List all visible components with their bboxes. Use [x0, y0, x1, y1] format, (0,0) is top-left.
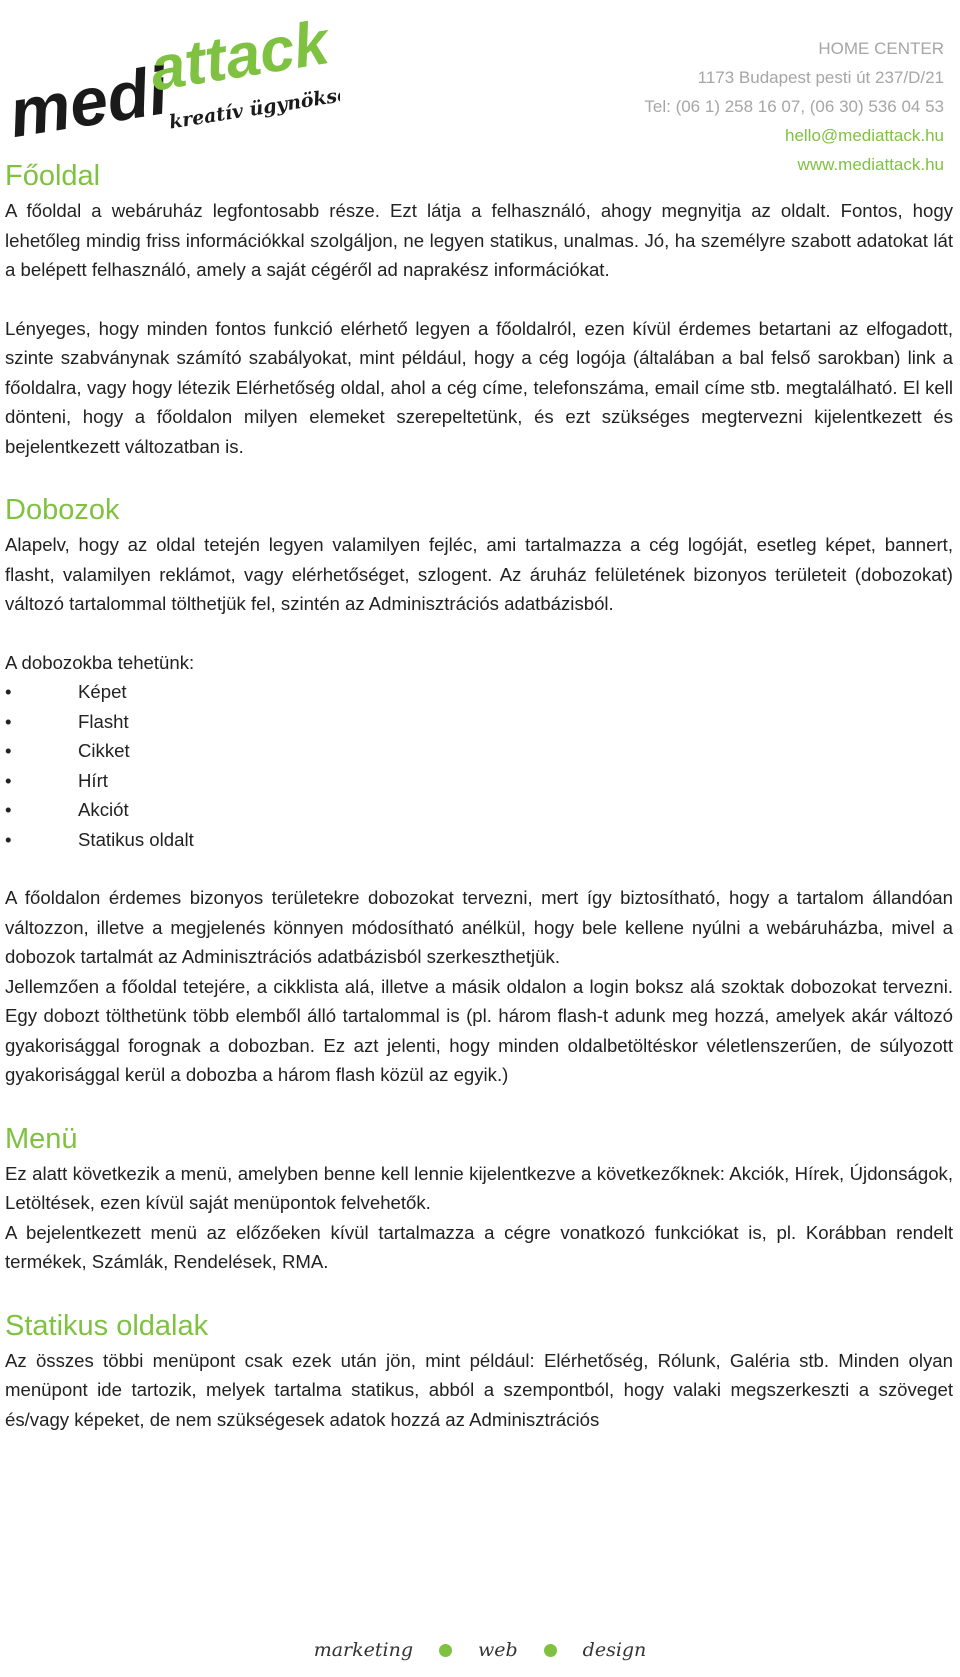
- document-body: [5, 156, 953, 1434]
- bullet-icon: •: [5, 828, 12, 850]
- footer-word-web: web: [477, 1639, 518, 1661]
- footer-tagline: [0, 1638, 960, 1661]
- email-link[interactable]: hello@mediattack.hu: [784, 126, 944, 145]
- dobozok-paragraph-2: A főoldalon érdemes bizonyos területekre dobozokat tervezni, mert így biztosítható, hogy a tartalom állandóan változzon, illetve a megjelenés könnyen módosítható anélkül, hogy bele kellene nyúlni a webáruházba, mivel a dobozok tartalmát az Adminisztrációs adatbázisból szerkeszthetjük.: [5, 887, 953, 967]
- footer-word-design: design: [582, 1639, 647, 1661]
- section-title-statikus: Statikus oldalak: [5, 1309, 209, 1342]
- dobozok-paragraph-1: Alapelv, hogy az oldal tetején legyen valamilyen fejléc, ami tartalmazza a cég logóját, esetleg képet, bannert, flasht, valamilyen reklámot, vagy elérhetőséget, szlogent. Az áruház felületének bizonyos területeit (dobozokat) változó tartalommal tölthetjük fel, szintén az Adminisztrációs adatbázisból.: [5, 534, 953, 614]
- mediattack-logo[interactable]: [0, 6, 340, 146]
- green-dot-icon: [544, 1644, 557, 1657]
- section-title-dobozok: Dobozok: [5, 494, 120, 526]
- list-item: • Képet: [5, 677, 953, 707]
- statikus-paragraph-1: Az összes többi menüpont csak ezek után jön, mint például: Elérhetőség, Rólunk, Galéria stb. Minden olyan menüpont ide tartozik, melyek tartalma statikus, abból a szempontból, hogy valaki megszerkeszti a szöveget és/vagy képeket, de nem szükségesek adatok hozzá az Adminisztrációs: [5, 1349, 953, 1430]
- logo-text-green: attack: [145, 8, 334, 105]
- logo-tagline: kreatív ügynökség: [167, 81, 340, 134]
- bullet-icon: •: [5, 740, 12, 761]
- list-item: • Cikket: [5, 736, 953, 766]
- company-address: 1173 Budapest pesti út 237/D/21: [697, 68, 944, 87]
- list-item: • Flasht: [5, 707, 953, 737]
- menu-paragraph-1: Ez alatt következik a menü, amelyben benne kell lennie kijelentkezve a következőknek: Akciók, Hírek, Újdonságok, Letöltések, ezen kívül saját menüpontok felvehetők.: [5, 1162, 953, 1213]
- bullet-icon: •: [5, 710, 12, 732]
- fooldal-paragraph-1: A főoldal a webáruház legfontosabb része. Ezt látja a felhasználó, ahogy megnyitja az oldalt. Fontos, hogy lehetőleg mindig friss információkkal szolgáljon, ne legyen statikus, unalmas. Jó, ha személyre szabott adatokat lát a belépett felhasználó, amely a saját cégéről ad naprakész információkat.: [5, 200, 953, 280]
- dobozok-list: [5, 677, 953, 854]
- section-title-menu: Menü: [5, 1122, 78, 1155]
- logo-graphic: [0, 6, 340, 146]
- bullet-icon: •: [5, 681, 12, 702]
- footer-word-marketing: marketing: [313, 1639, 413, 1661]
- dobozok-list-intro: A dobozokba tehetünk:: [5, 651, 195, 673]
- fooldal-paragraph-2: Lényeges, hogy minden fontos funkció elérhető legyen a főoldalról, ezen kívül érdemes betartani az elfogadott, szinte szabványnak számító szabályokat, mint például, hogy a cég logója (általában a bal felső sarokban) link a főoldalra, vagy hogy létezik Elérhetőség oldal, ahol a cég címe, telefonszáma, email címe stb. megtalálható. El kell dönteni, hogy a főoldalon milyen elemeket szerepeltetünk, és ezt szükséges megtervezni kijelentkezett és bejelentkezett változatban is.: [5, 317, 953, 457]
- logo-text-dark: medi: [4, 52, 173, 146]
- list-item: • Akciót: [5, 795, 953, 825]
- green-dot-icon: [439, 1644, 452, 1657]
- company-phone: Tel: (06 1) 258 16 07, (06 30) 536 04 53: [644, 97, 944, 116]
- website-link[interactable]: www.mediattack.hu: [797, 155, 944, 174]
- bullet-icon: •: [5, 769, 12, 791]
- bullet-icon: •: [5, 799, 12, 820]
- dobozok-paragraph-3: Jellemzően a főoldal tetejére, a cikklista alá, illetve a másik oldalon a login boksz alá szoktak dobozokat tervezni. Egy dobozt tölthetünk több elemből álló tartalommal is (pl. három flash-t adunk meg hozzá, amelyek akár változó gyakorisággal forognak a dobozban. Ez azt jelenti, hogy minden oldalbetöltéskor véletlenszerűen, de súlyozott gyakorisággal kerül a dobozba a három flash közül az egyik.): [5, 975, 953, 1085]
- company-name: HOME CENTER: [818, 39, 944, 58]
- section-title-fooldal: Főoldal: [5, 160, 101, 192]
- menu-paragraph-2: A bejelentkezett menü az előzőeken kívül tartalmazza a cégre vonatkozó funkciókat is, pl. Korábban rendelt termékek, Számlák, Rendelések, RMA.: [5, 1221, 953, 1272]
- list-item: • Statikus oldalt: [5, 825, 953, 855]
- list-item: • Hírt: [5, 766, 953, 796]
